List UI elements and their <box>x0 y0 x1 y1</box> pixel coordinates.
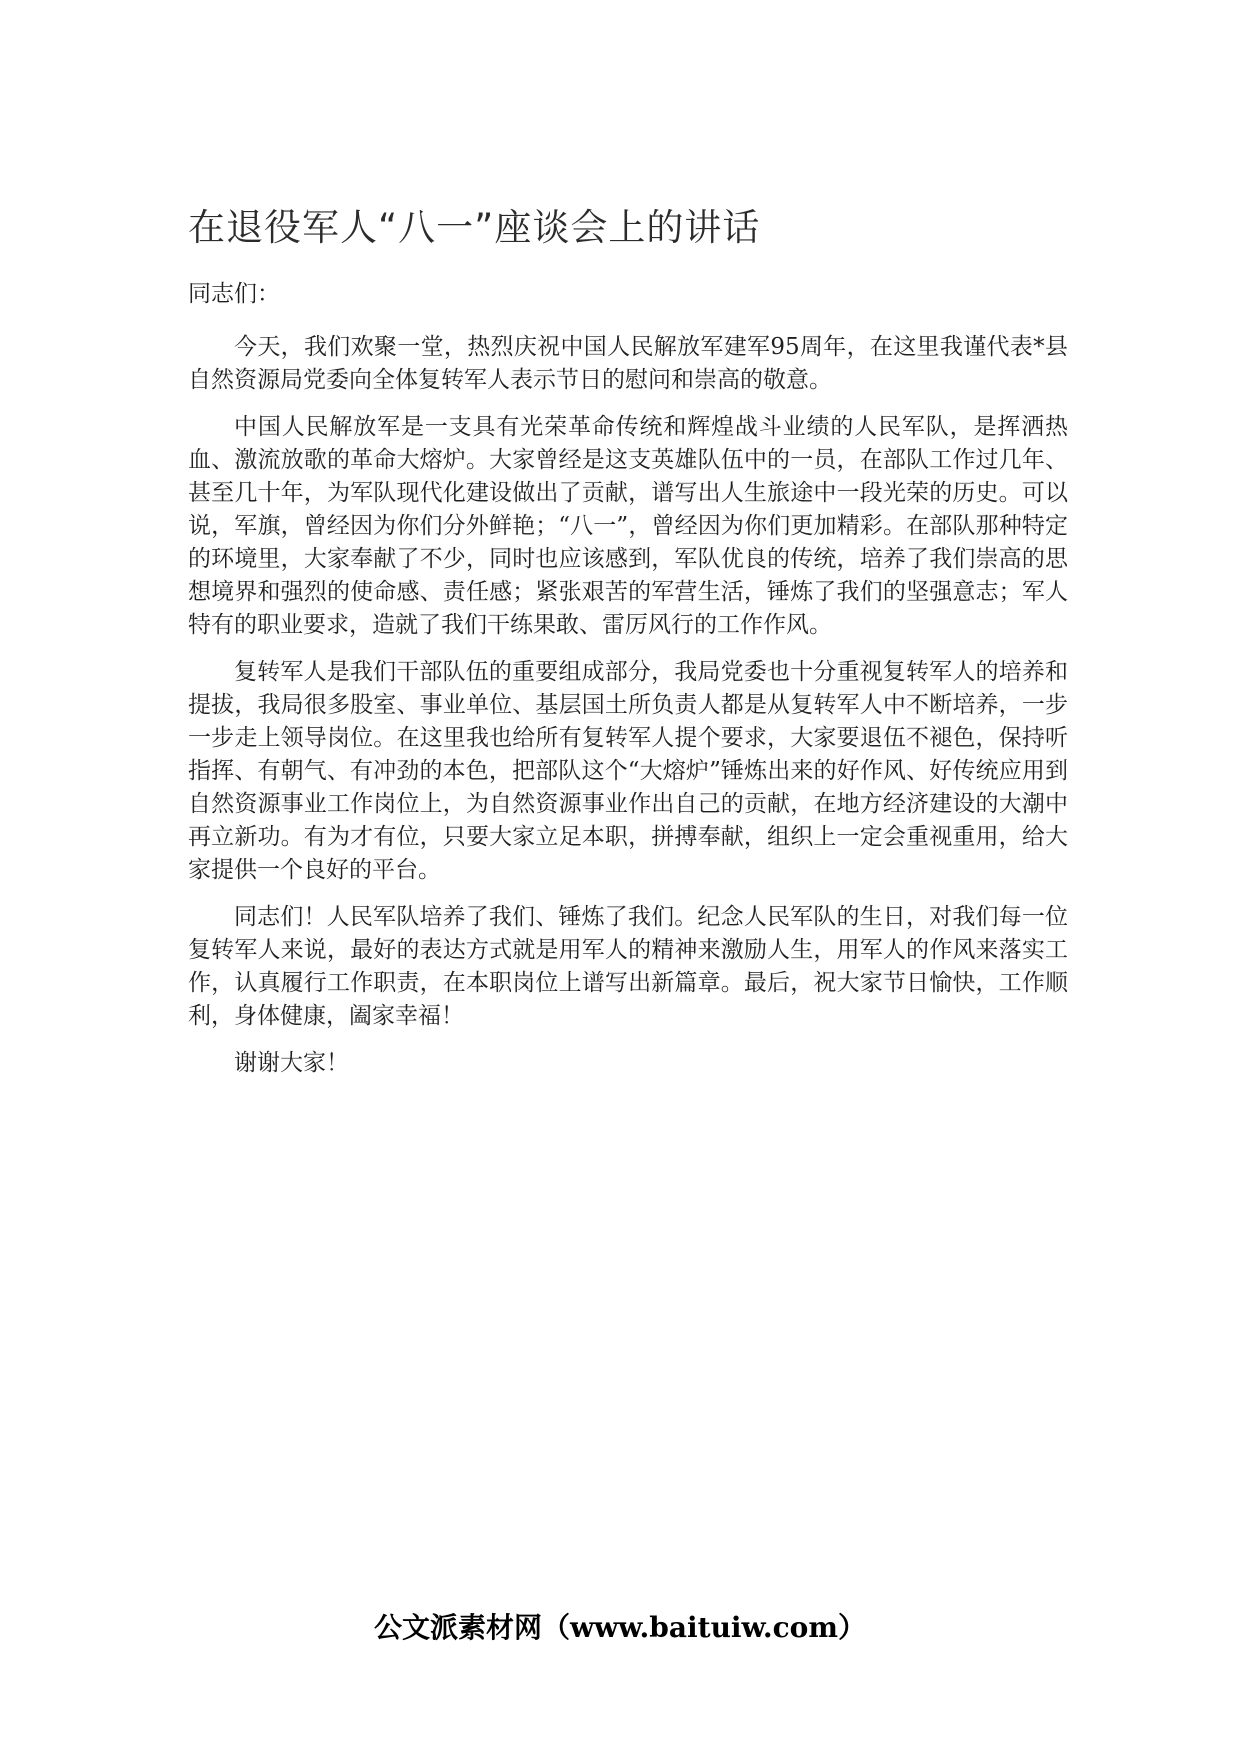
document-body <box>188 200 1068 1094</box>
paragraph-3: 复转军人是我们干部队伍的重要组成部分，我局党委也十分重视复转军人的培养和提拔，我局很多股室、事业单位、基层国土所负责人都是从复转军人中不断培养，一步一步走上领导岗位。在这里我也给所有复转军人提个要求，大家要退伍不褪色，保持听指挥、有朝气、有冲劲的本色，把部队这个“大熔炉”锤炼出来的好作风、好传统应用到自然资源事业工作岗位上，为自然资源事业作出自己的贡献，在地方经济建设的大潮中再立新功。有为才有位，只要大家立足本职，拼搏奉献，组织上一定会重视重用，给大家提供一个良好的平台。 <box>188 659 1068 883</box>
closing-paragraph: 谢谢大家！ <box>234 1050 349 1076</box>
paragraph-2: 中国人民解放军是一支具有光荣革命传统和辉煌战斗业绩的人民军队，是挥洒热血、激流放歌的革命大熔炉。大家曾经是这支英雄队伍中的一员，在部队工作过几年、甚至几十年，为军队现代化建设做出了贡献，谱写出人生旅途中一段光荣的历史。可以说，军旗，曾经因为你们分外鲜艳；“八一”，曾经因为你们更加精彩。在部队那种特定的环境里，大家奉献了不少，同时也应该感到，军队优良的传统，培养了我们崇高的思想境界和强烈的使命感、责任感；紧张艰苦的军营生活，锤炼了我们的坚强意志；军人特有的职业要求，造就了我们干练果敢、雷厉风行的工作作风。 <box>188 414 1068 638</box>
paragraph-1: 今天，我们欢聚一堂，热烈庆祝中国人民解放军建军95周年，在这里我谨代表*县自然资源局党委向全体复转军人表示节日的慰问和崇高的敬意。 <box>188 334 1068 393</box>
salutation: 同志们： <box>188 281 280 307</box>
document-title: 在退役军人“八一”座谈会上的讲话 <box>188 206 761 249</box>
paragraph-4: 同志们！人民军队培养了我们、锤炼了我们。纪念人民军队的生日，对我们每一位复转军人来说，最好的表达方式就是用军人的精神来激励人生，用军人的作风来落实工作，认真履行工作职责，在本职岗位上谱写出新篇章。最后，祝大家节日愉快，工作顺利，身体健康，阖家幸福！ <box>188 904 1068 1029</box>
footer-source-text: 公文派素材网（www.baituiw.com） <box>374 1611 866 1644</box>
